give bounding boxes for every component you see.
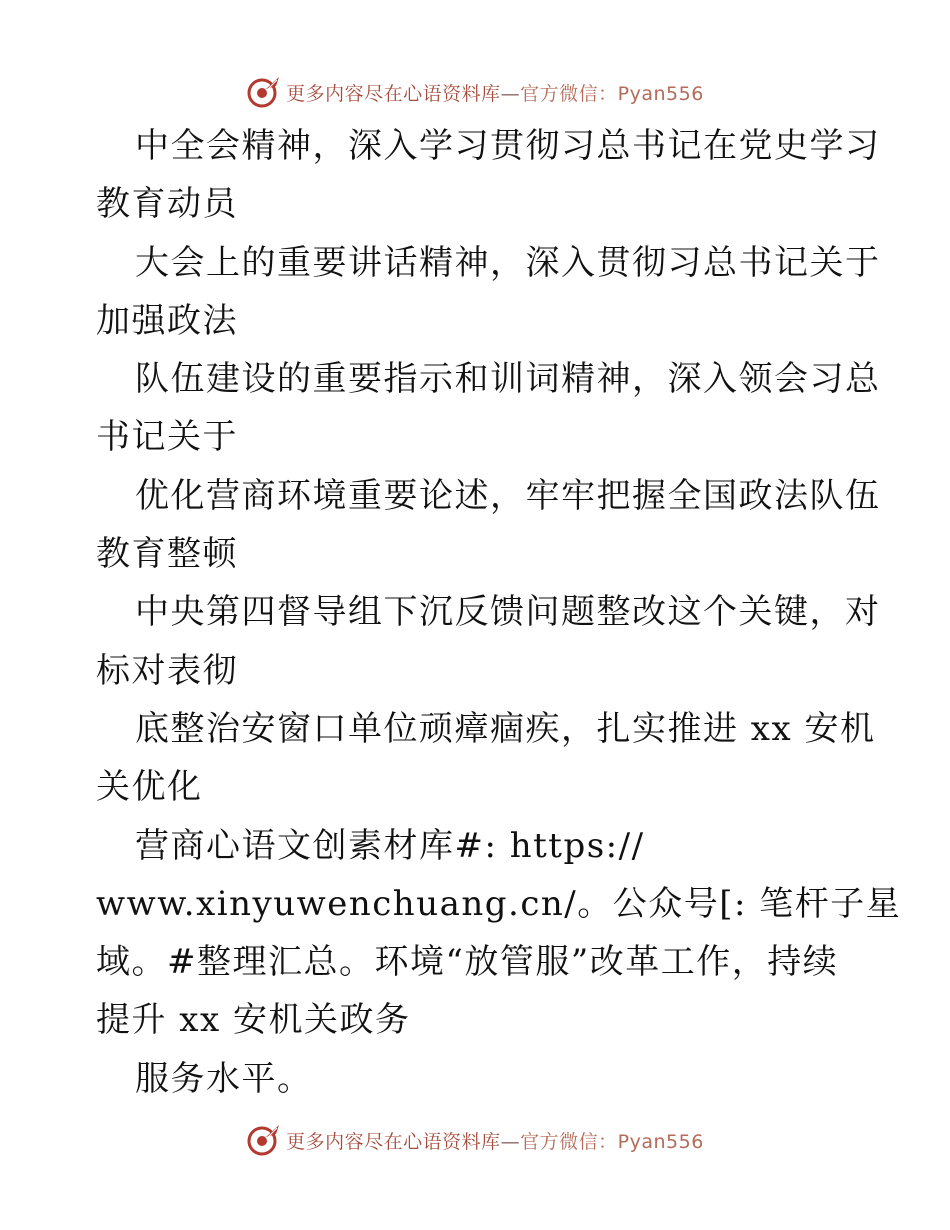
footer-banner-separator: — bbox=[500, 1130, 521, 1153]
body-line: 提升 xx 安机关政务 bbox=[96, 1000, 411, 1041]
body-line: 教育整顿 bbox=[96, 534, 238, 575]
body-line: 域。#整理汇总。环境“放管服”改革工作，持续 bbox=[96, 942, 839, 983]
header-banner bbox=[0, 72, 950, 112]
header-banner-text bbox=[286, 79, 704, 106]
header-banner-contact: 官方微信：Pyan556 bbox=[520, 82, 704, 105]
body-line: 大会上的重要讲话精神，深入贯彻习总书记关于 bbox=[135, 242, 881, 283]
body-line: 标对表彻 bbox=[96, 650, 238, 691]
body-line: 加强政法 bbox=[96, 300, 238, 341]
body-line: 底整治安窗口单位顽瘴痼疾，扎实推进 xx 安机 bbox=[135, 708, 876, 749]
body-line: 教育动员 bbox=[96, 184, 238, 225]
pen-nib-logo-icon bbox=[246, 74, 282, 110]
footer-banner-text bbox=[286, 1127, 704, 1154]
body-line: 中全会精神，深入学习贯彻习总书记在党史学习 bbox=[135, 126, 881, 166]
footer-banner-contact: 官方微信：Pyan556 bbox=[520, 1130, 704, 1153]
pen-nib-logo-icon bbox=[246, 1122, 282, 1158]
body-line: 中央第四督导组下沉反馈问题整改这个关键，对 bbox=[135, 592, 881, 633]
document-body bbox=[96, 117, 902, 1108]
body-line: 营商心语文创素材库#: https:// bbox=[135, 825, 645, 866]
header-banner-title: 更多内容尽在心语资料库 bbox=[286, 82, 501, 105]
body-line: 优化营商环境重要论述，牢牢把握全国政法队伍 bbox=[135, 475, 881, 516]
footer-banner-title: 更多内容尽在心语资料库 bbox=[286, 1130, 501, 1153]
body-line: 关优化 bbox=[96, 767, 203, 808]
body-line: 队伍建设的重要指示和训词精神，深入领会习总 bbox=[135, 359, 881, 400]
body-line: 服务水平。 bbox=[135, 1058, 313, 1099]
body-line: 书记关于 bbox=[96, 417, 238, 458]
footer-banner bbox=[0, 1120, 950, 1160]
body-line: www.xinyuwenchuang.cn/。公众号[: 笔杆子星 bbox=[96, 883, 902, 924]
header-banner-separator: — bbox=[500, 82, 521, 105]
